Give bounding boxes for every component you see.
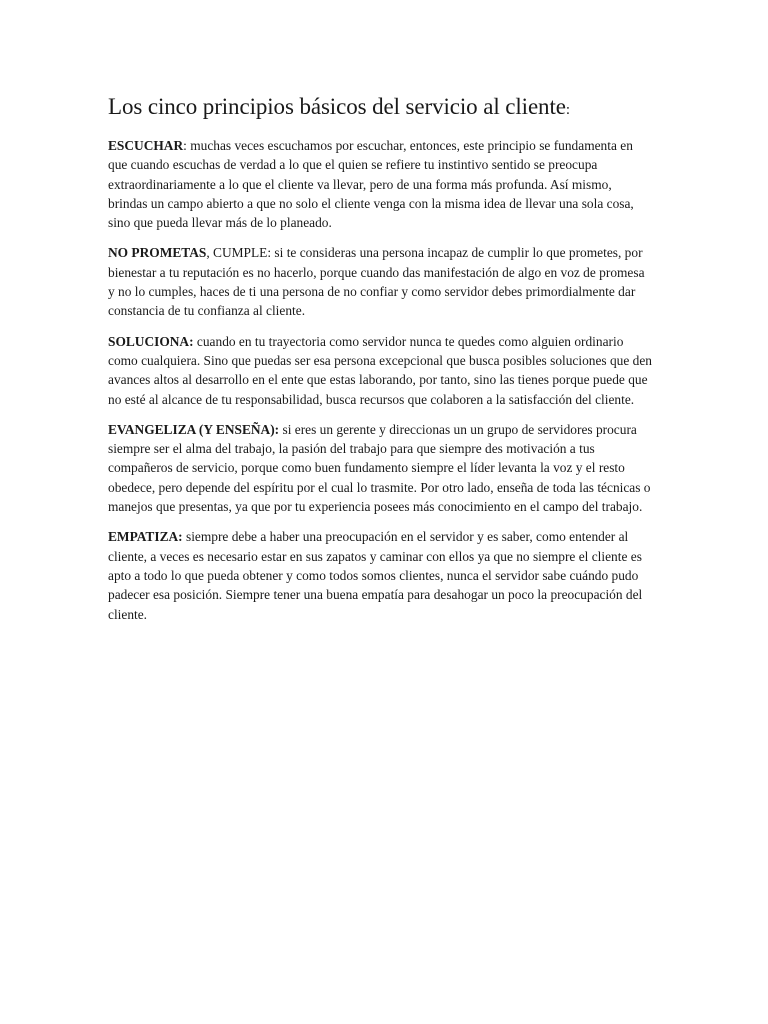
principle-paragraph-escuchar <box>108 136 654 232</box>
principle-paragraph-soluciona <box>108 332 654 409</box>
principle-heading: ESCUCHAR <box>108 138 184 153</box>
principle-paragraph-empatiza <box>108 527 654 623</box>
principle-text: : muchas veces escuchamos por escuchar, entonces, este principio se fundamenta en que cuando escuchas de verdad a lo que el quien se refiere tu instintivo sentido se preocupa extraordinariamente a lo que el cliente va llevar, pero de una forma más profunda. Así mismo, brindas un campo abierto a que no solo el cliente venga con la misma idea de llevar una sola cosa, sino que pueda llevar más de lo planeado. <box>108 138 634 231</box>
principle-heading: NO PROMETAS <box>108 245 207 261</box>
principle-text: siempre debe a haber una preocupación en el servidor y es saber, como entender al cliente, a veces es necesario estar en sus zapatos y caminar con ellos ya que no siempre el cliente es apto a todo lo que pueda obtener y como todos somos clientes, nunca el servidor sabe cuándo pudo padecer esa posición. Siempre tener una buena empatía para desahogar un poco la preocupación del cliente. <box>108 529 643 622</box>
title-colon: : <box>565 102 570 118</box>
principle-heading: SOLUCIONA: <box>108 333 194 349</box>
principle-heading: EVANGELIZA (Y ENSEÑA): <box>108 421 280 437</box>
principle-heading-extra: , CUMPLE: <box>206 245 272 261</box>
document-title <box>108 92 654 125</box>
principle-text: si te consideras una persona incapaz de cumplir lo que prometes, por bienestar a tu reputación es no hacerlo, porque cuando das manifestación de algo en voz de promesa y no lo cumples, haces de ti una persona de no confiar y como servidor debes primordialmente dar constancia de tu confianza al cliente. <box>108 245 645 319</box>
principle-text: si eres un gerente y direccionas un un grupo de servidores procura siempre ser el alma del trabajo, la pasión del trabajo para que siempre des motivación a tus compañeros de servicio, porque como buen fundamento siempre el líder levanta la voz y el resto obedece, pero depende del espíritu por el cual lo trasmite. Por otro lado, enseña de toda las técnicas o manejos que presentas, ya que por tu experiencia posees más conocimiento en el campo del trabajo. <box>108 421 651 515</box>
document-body <box>108 92 654 635</box>
principle-paragraph-evangeliza <box>108 420 654 516</box>
principle-paragraph-no-prometas <box>108 243 654 320</box>
title-text: Los cinco principios básicos del servicio al cliente <box>108 94 566 119</box>
principle-heading: EMPATIZA: <box>108 529 183 545</box>
principle-text: cuando en tu trayectoria como servidor nunca te quedes como alguien ordinario como cualquiera. Sino que puedas ser esa persona excepcional que busca posibles soluciones que den avances altos al desarrollo en el ente que estas laborando, por tanto, sino las tienes porque puede que no esté al alcance de tu responsabilidad, busca recursos que colaboren a la satisfacción del cliente. <box>108 333 653 407</box>
